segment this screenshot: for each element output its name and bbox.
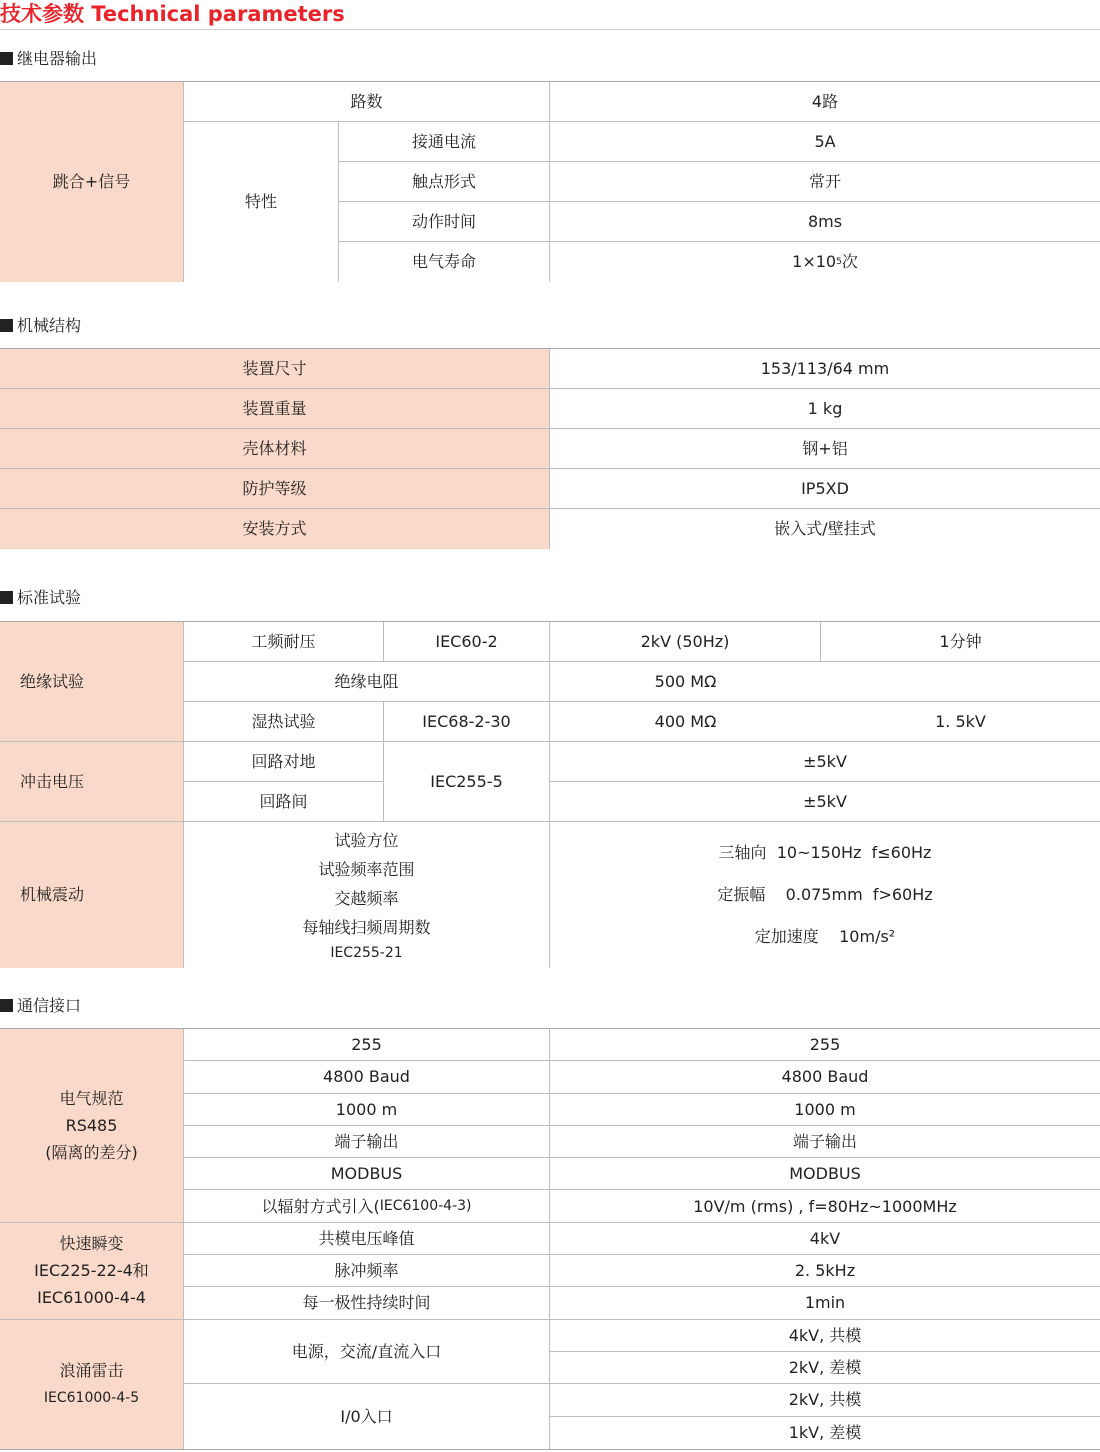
insulation-cell: IEC68-2-30: [384, 702, 550, 742]
relay-row-value: 常开: [550, 162, 1100, 202]
impulse-cell: 回路间: [184, 782, 384, 822]
vibration-value: 定振幅 0.075mm f>60Hz: [717, 885, 933, 904]
mech-row-value: IP5XD: [550, 469, 1100, 509]
vibration-item: 试验方位: [334, 831, 399, 850]
vibration-item: 交越频率: [334, 889, 399, 908]
insulation-cell: 湿热试验: [184, 702, 384, 742]
relay-table: [0, 81, 1100, 281]
insulation-cell: IEC60-2: [384, 622, 550, 662]
transient-cell: 2. 5kHz: [550, 1255, 1100, 1287]
section-heading-comm: 通信接口: [0, 993, 81, 1019]
electrical-cell: MODBUS: [550, 1158, 1100, 1190]
vibration-label: 机械震动: [0, 822, 184, 968]
mech-row-value: 钢+铝: [550, 429, 1100, 469]
square-bullet-icon: [0, 999, 13, 1012]
electrical-cell: 端子输出: [184, 1126, 550, 1158]
relay-row-label: 动作时间: [339, 202, 550, 242]
mech-row-value: 1 kg: [550, 389, 1100, 429]
mech-row-label: 安装方式: [0, 509, 550, 549]
mech-row-value: 153/113/64 mm: [550, 349, 1100, 389]
insulation-label: 绝缘试验: [0, 622, 184, 742]
vibration-value: 三轴向 10~150Hz f≤60Hz: [718, 843, 932, 862]
surge-io-label: I/0入口: [184, 1384, 550, 1449]
relay-row-label: 接通电流: [339, 122, 550, 162]
surge-power-label: 电源，交流/直流入口: [184, 1320, 550, 1385]
impulse-standard: IEC255-5: [384, 742, 550, 822]
insulation-cell: 1分钟: [821, 622, 1100, 662]
vibration-value: 定加速度 10m/s²: [754, 927, 896, 946]
mech-row-value: 嵌入式/壁挂式: [550, 509, 1100, 549]
electrical-cell: 255: [550, 1029, 1100, 1061]
electrical-cell: 1000 m: [550, 1094, 1100, 1126]
mech-table: [0, 348, 1100, 548]
vibration-item: 每轴线扫频周期数: [302, 918, 431, 937]
transient-cell: 每一极性持续时间: [184, 1287, 550, 1319]
relay-feature-label: 特性: [184, 122, 339, 282]
impulse-cell: 回路对地: [184, 742, 384, 782]
mech-row-label: 壳体材料: [0, 429, 550, 469]
transient-cell: 4kV: [550, 1223, 1100, 1255]
transient-cell: 1min: [550, 1287, 1100, 1319]
relay-group-label: 跳合+信号: [0, 82, 184, 282]
mech-row-label: 装置尺寸: [0, 349, 550, 389]
relay-count-label: 路数: [184, 82, 550, 122]
insulation-cell: 工频耐压: [184, 622, 384, 662]
square-bullet-icon: [0, 52, 13, 65]
square-bullet-icon: [0, 319, 13, 332]
radiation-label: 以辐射方式引入( IEC6100-4-3): [184, 1190, 550, 1222]
relay-row-label: 电气寿命: [339, 242, 550, 282]
insulation-cell-empty: [821, 662, 1100, 702]
surge-cell: 1kV, 差模: [550, 1417, 1100, 1449]
vibration-standard: IEC255-21: [330, 945, 403, 961]
std-table: [0, 621, 1100, 967]
impulse-cell: ±5kV: [550, 782, 1100, 822]
electrical-cell: 4800 Baud: [550, 1061, 1100, 1093]
radiation-value: 10V/m (rms) , f=80Hz~1000MHz: [550, 1190, 1100, 1222]
page-title: 技术参数 Technical parameters: [0, 0, 1100, 30]
surge-label: 浪涌雷击 IEC61000-4-5: [0, 1320, 184, 1449]
insulation-cell: 1. 5kV: [821, 702, 1100, 742]
surge-cell: 2kV, 共模: [550, 1384, 1100, 1416]
impulse-label: 冲击电压: [0, 742, 184, 822]
section-heading-relay: 继电器输出: [0, 46, 97, 72]
vibration-item: 试验频率范围: [318, 860, 415, 879]
section-heading-std: 标准试验: [0, 585, 81, 611]
relay-row-value: 8ms: [550, 202, 1100, 242]
electrical-cell: 255: [184, 1029, 550, 1061]
surge-cell: 4kV, 共模: [550, 1320, 1100, 1352]
impulse-cell: ±5kV: [550, 742, 1100, 782]
electrical-cell: 4800 Baud: [184, 1061, 550, 1093]
mech-row-label: 装置重量: [0, 389, 550, 429]
electrical-label: 电气规范 RS485 (隔离的差分): [0, 1029, 184, 1223]
relay-count-value: 4路: [550, 82, 1100, 122]
relay-life-value: 1×10 5 次: [550, 242, 1100, 282]
transient-cell: 脉冲频率: [184, 1255, 550, 1287]
insulation-cell: 绝缘电阻: [184, 662, 550, 702]
transient-label: 快速瞬变 IEC225-22-4和 IEC61000-4-4: [0, 1223, 184, 1320]
square-bullet-icon: [0, 591, 13, 604]
mech-row-label: 防护等级: [0, 469, 550, 509]
insulation-cell: 2kV (50Hz): [550, 622, 821, 662]
comm-table: [0, 1028, 1100, 1450]
electrical-cell: MODBUS: [184, 1158, 550, 1190]
electrical-cell: 端子输出: [550, 1126, 1100, 1158]
vibration-values: [550, 822, 1100, 968]
section-heading-mech: 机械结构: [0, 313, 81, 339]
relay-row-label: 触点形式: [339, 162, 550, 202]
insulation-cell: 500 MΩ: [550, 662, 821, 702]
insulation-cell: 400 MΩ: [550, 702, 821, 742]
electrical-cell: 1000 m: [184, 1094, 550, 1126]
relay-row-value: 5A: [550, 122, 1100, 162]
transient-cell: 共模电压峰值: [184, 1223, 550, 1255]
surge-cell: 2kV, 差模: [550, 1352, 1100, 1384]
vibration-items: [184, 822, 550, 968]
